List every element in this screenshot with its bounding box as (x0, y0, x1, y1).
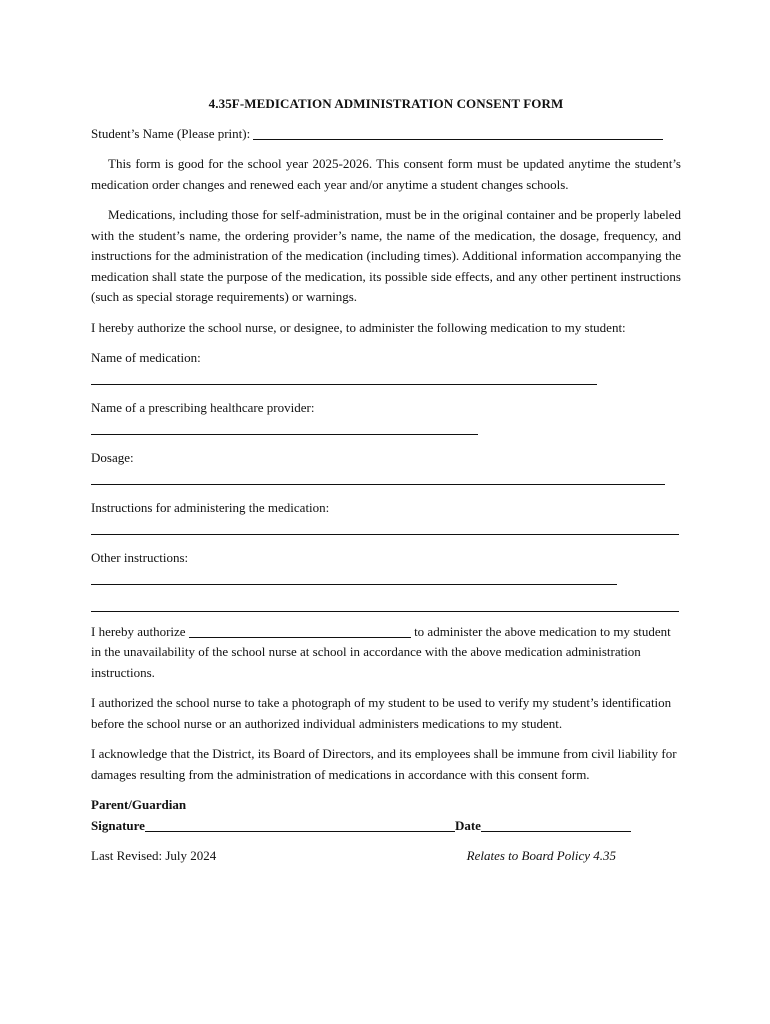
consent-form (91, 94, 681, 867)
labeling-paragraph: Medications, including those for self-administration, must be in the original container and be properly labeled with the student’s name, the ordering provider’s name, the name of the medication, the dosage, frequency, and instructions for the administration of the medication (including times). Additional information accompanying the medication shall state the purpose of the medication, its possible side effects, and any other pertinent instructions (such as special storage requirements) or warnings. (91, 207, 681, 304)
signature-row (91, 816, 681, 837)
authorize-nurse-statement: I hereby authorize the school nurse, or designee, to administer the following medication to my student: (91, 319, 626, 335)
provider-label: Name of a prescribing healthcare provider: (91, 400, 315, 415)
validity-paragraph: This form is good for the school year 2025-2026. This consent form must be updated anytime the student’s medication order changes and renewed each year and/or anytime a student changes schools. (91, 156, 681, 192)
dosage-label: Dosage: (91, 450, 134, 465)
other-instructions-label: Other instructions: (91, 550, 189, 565)
signature-label: Signature (91, 817, 145, 833)
policy-reference: Relates to Board Policy 4.35 (466, 848, 616, 863)
medication-name-field-group (91, 348, 681, 389)
other-instructions-line-2[interactable] (91, 595, 681, 616)
instructions-field-group (91, 498, 681, 539)
photo-consent-statement: I authorized the school nurse to take a photograph of my student to be used to verify my student’s identification before the school nurse or an authorized individual administers medications to my student. (91, 695, 672, 731)
form-title: 4.35F-MEDICATION ADMINISTRATION CONSENT FORM (208, 96, 564, 111)
medication-name-line[interactable] (91, 369, 681, 390)
authorize-designee-prefix: I hereby authorize (91, 623, 186, 639)
authorize-designee-suffix: to administer the above medication to my student in the unavailability of the school nurse at school in accordance with the above medication administration instructions. (91, 623, 671, 680)
student-name-row (91, 124, 681, 145)
provider-field-group (91, 398, 681, 439)
signature-heading: Parent/Guardian (91, 797, 187, 812)
provider-line[interactable] (91, 419, 681, 440)
dosage-field-group (91, 448, 681, 489)
medication-name-label: Name of medication: (91, 350, 201, 365)
last-revised: Last Revised: July 2024 (91, 848, 217, 863)
student-name-label: Student’s Name (Please print): (91, 125, 251, 141)
authorize-designee-statement (91, 622, 681, 684)
instructions-label: Instructions for administering the medication: (91, 500, 330, 515)
date-line[interactable] (481, 819, 631, 832)
student-name-field[interactable] (253, 127, 663, 140)
designee-name-field[interactable] (189, 625, 411, 638)
date-label: Date (454, 817, 481, 833)
dosage-line[interactable] (91, 469, 681, 490)
signature-line[interactable] (145, 819, 455, 832)
instructions-line[interactable] (91, 519, 681, 540)
form-footer (91, 846, 681, 867)
other-instructions-line-1[interactable] (91, 569, 681, 590)
immunity-statement: I acknowledge that the District, its Board of Directors, and its employees shall be immune from civil liability for damages resulting from the administration of medications in accordance with this consent form. (91, 746, 677, 782)
other-instructions-field-group (91, 548, 681, 616)
